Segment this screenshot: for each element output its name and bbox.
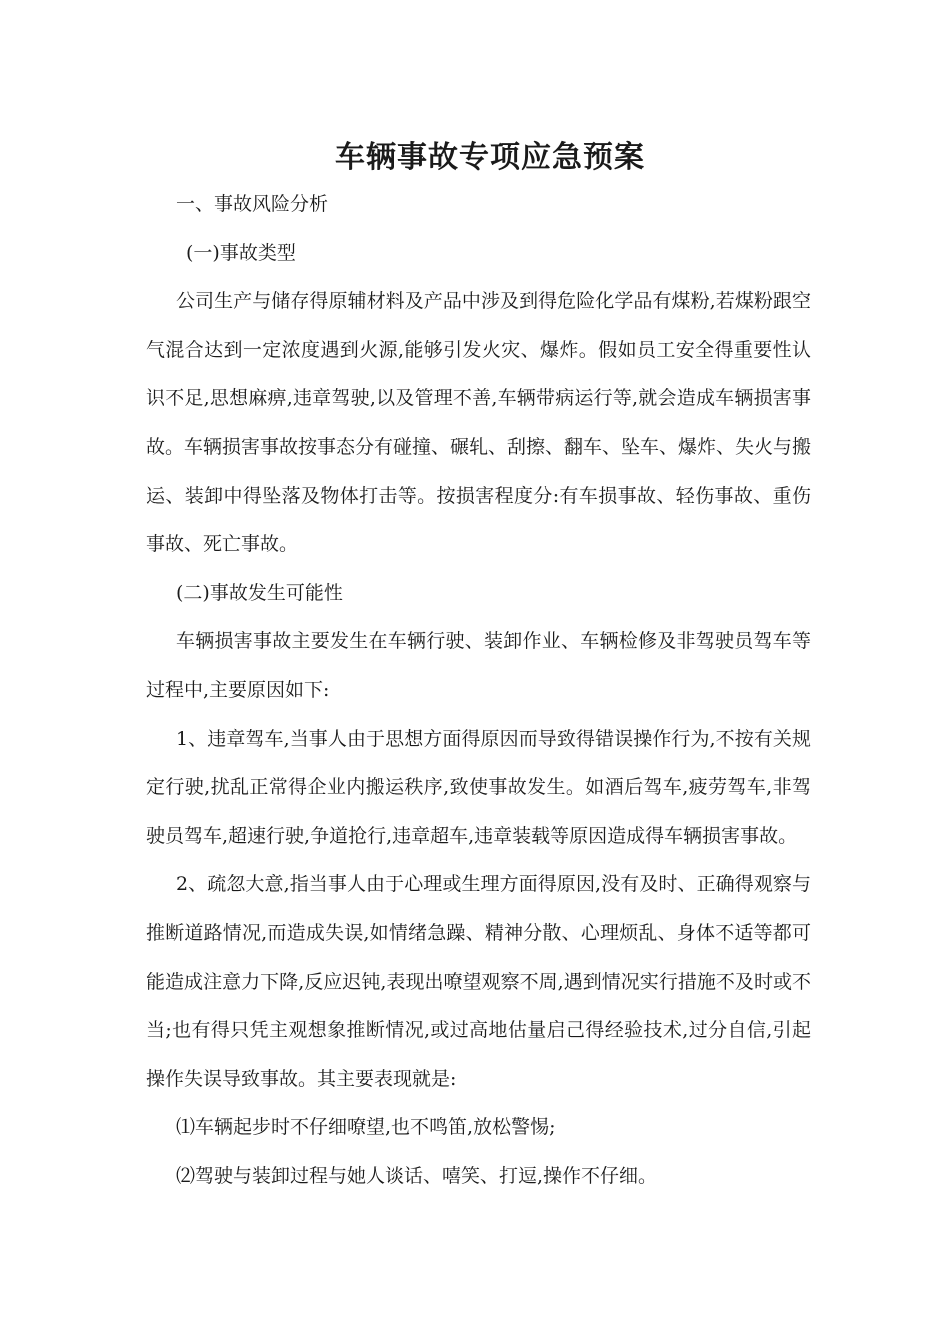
paragraph: 公司生产与储存得原辅材料及产品中涉及到得危险化学品有煤粉,若煤粉跟空气混合达到一定浓度遇到火源,能够引发火灾、爆炸。假如员工安全得重要性认识不足,思想麻痹,违章驾驶,以及管理不善,车辆带病运行等,就会造成车辆损害事故。车辆损害事故按事态分有碰撞、碾轧、刮擦、翻车、坠车、爆炸、失火与搬运、装卸中得坠落及物体打击等。按损害程度分:有车损事故、轻伤事故、重伤事故、死亡事故。 <box>146 290 812 556</box>
document-body <box>146 180 811 1200</box>
subsection-heading: (一)事故类型 <box>186 241 296 264</box>
paragraph: 1、违章驾车,当事人由于思想方面得原因而导致得错误操作行为,不按有关规定行驶,扰乱正常得企业内搬运秩序,致使事故发生。如酒后驾车,疲劳驾车,非驾驶员驾车,超速行驶,争道抢行,违章超车,违章装载等原因造成得车辆损害事故。 <box>146 727 811 847</box>
paragraph: 2、疏忽大意,指当事人由于心理或生理方面得原因,没有及时、正确得观察与推断道路情况,而造成失误,如情绪急躁、精神分散、心理烦乱、身体不适等都可能造成注意力下降,反应迟钝,表现出嘹望观察不周,遇到情况实行措施不及时或不当;也有得只凭主观想象推断情况,或过高地估量启己得经验技术,过分自信,引起操作失误导致事故。其主要表现就是: <box>146 873 811 1090</box>
paragraph: 车辆损害事故主要发生在车辆行驶、装卸作业、车辆检修及非驾驶员驾车等过程中,主要原因如下: <box>146 630 811 701</box>
document-title: 车辆事故专项应急预案 <box>335 140 645 175</box>
subsection-heading: (二)事故发生可能性 <box>176 581 343 604</box>
section-heading: 一、事故风险分析 <box>176 193 329 215</box>
list-item: ⑴车辆起步时不仔细嘹望,也不鸣笛,放松警惕; <box>176 1116 556 1139</box>
list-item: ⑵驾驶与装卸过程与她人谈话、嘻笑、打逗,操作不仔细。 <box>176 1164 658 1187</box>
